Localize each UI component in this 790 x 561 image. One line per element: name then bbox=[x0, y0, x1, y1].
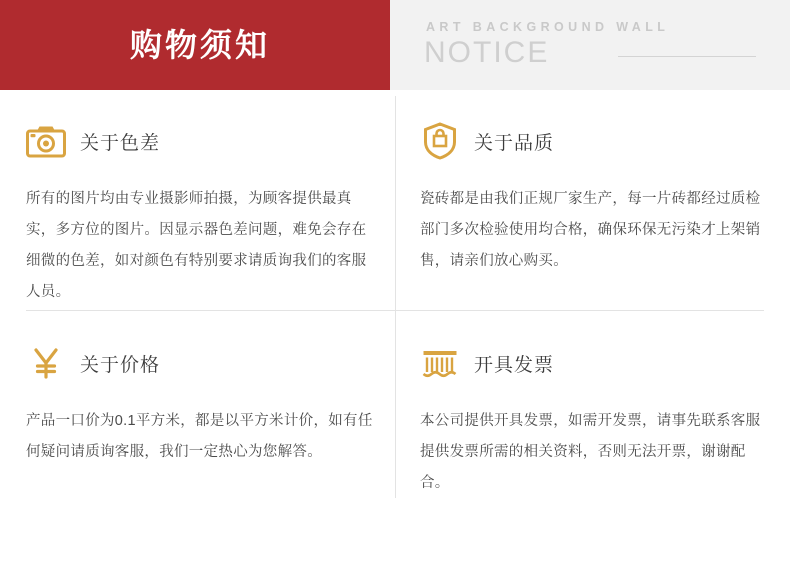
notice-item-invoice bbox=[420, 340, 790, 499]
header-notice-en: NOTICE bbox=[424, 36, 550, 69]
notice-item-text: 所有的图片均由专业摄影师拍摄，为顾客提供最真实，多方位的图片。因显示器色差问题，难免会存在细微的色差，如对颜色有特别要求请质询我们的客服人员。 bbox=[26, 191, 367, 300]
notice-item-text: 瓷砖都是由我们正规厂家生产，每一片砖都经过质检部门多次检验使用均合格，确保环保无污染才上架销售，请亲们放心购买。 bbox=[420, 191, 761, 269]
yuan-price-icon bbox=[26, 343, 66, 383]
camera-icon bbox=[26, 121, 66, 161]
notice-item-title: 开具发票 bbox=[474, 354, 555, 376]
page-header bbox=[0, 0, 790, 90]
header-divider-rule bbox=[618, 56, 756, 57]
notice-item-quality bbox=[420, 118, 790, 277]
header-red-block bbox=[0, 0, 390, 90]
notice-item-text: 产品一口价为0.1平方米，都是以平方米计价，如有任何疑问请质询客服，我们一定热心为您解答。 bbox=[26, 413, 373, 460]
notice-item-header bbox=[420, 118, 790, 164]
notice-item-color-difference bbox=[26, 118, 396, 308]
notice-item-title: 关于价格 bbox=[80, 354, 161, 376]
notice-item-title: 关于品质 bbox=[474, 132, 555, 154]
notice-item-header bbox=[420, 340, 790, 386]
header-subtitle-en: ART BACKGROUND WALL bbox=[426, 20, 670, 34]
notice-item-price bbox=[26, 340, 396, 468]
horizontal-divider bbox=[26, 310, 764, 311]
header-right-block bbox=[390, 0, 790, 90]
notice-item-header bbox=[26, 118, 396, 164]
notice-grid bbox=[0, 90, 790, 561]
page-title: 购物须知 bbox=[129, 27, 270, 63]
notice-item-header bbox=[26, 340, 396, 386]
notice-item-title: 关于色差 bbox=[80, 132, 161, 154]
notice-item-text: 本公司提供开具发票，如需开发票，请事先联系客服提供发票所需的相关资料，否则无法开票，谢谢配合。 bbox=[420, 413, 761, 491]
invoice-icon bbox=[420, 343, 460, 383]
shield-quality-icon bbox=[420, 121, 460, 161]
